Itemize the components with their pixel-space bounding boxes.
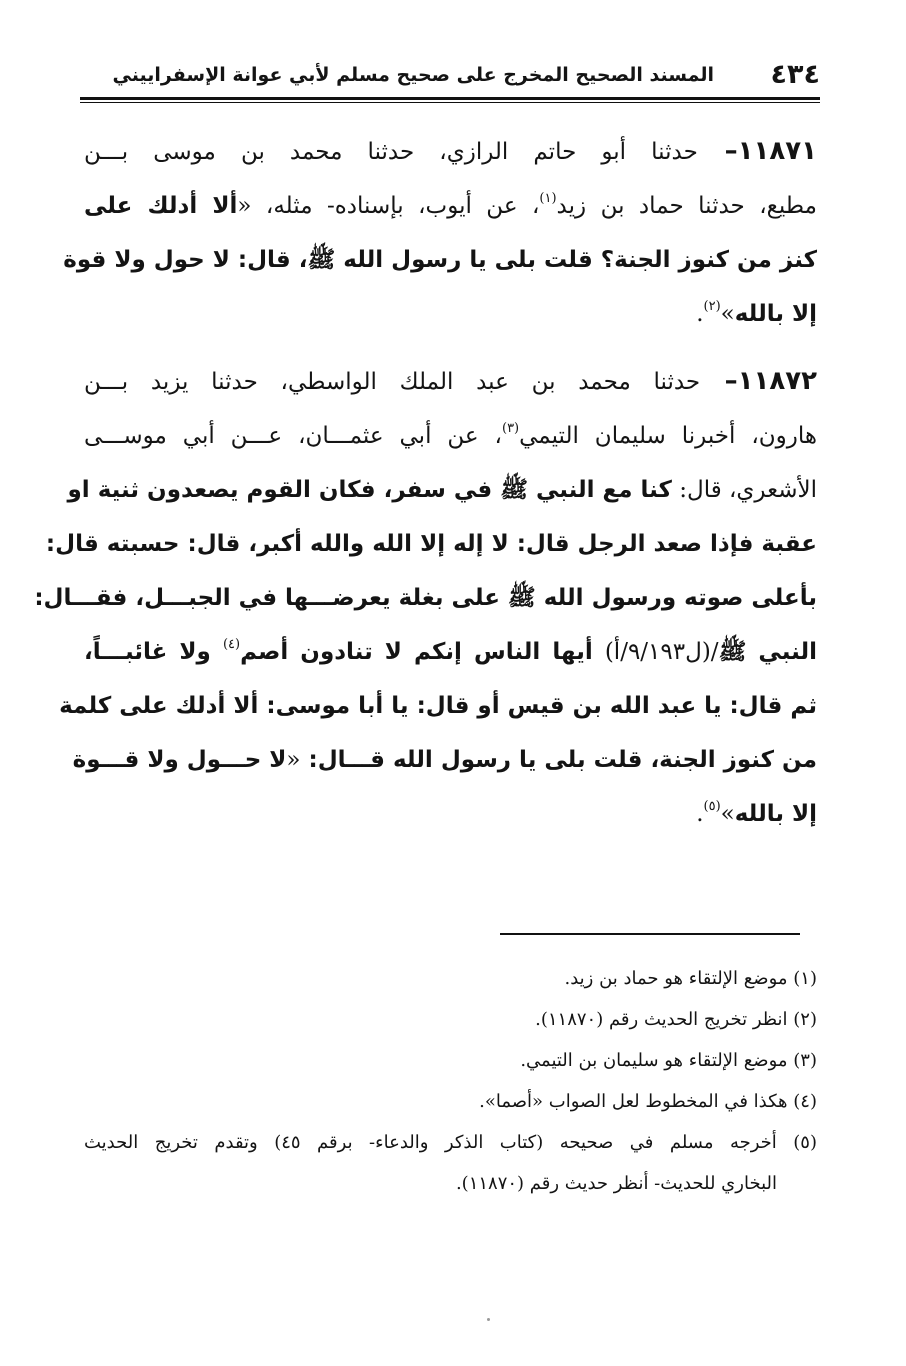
hadith-line [84, 787, 817, 841]
hadith-text: ، عن أيوب، بإسناده- مثله، « [237, 193, 540, 219]
hadith-line [67, 463, 817, 517]
hadith-matn: عقبة فإذا صعد الرجل قال: لا إله إلا الله والله أكبر، قال: حسبته قال: [45, 531, 817, 557]
manuscript-ref: /(ل٩/١٩٣/أ) [604, 639, 719, 665]
hadith-matn: ثم قال: يا عبد الله بن قيس أو قال: يا أبا موسى: ألا أدلك على كلمة [59, 693, 817, 719]
footnote-1 [84, 958, 817, 999]
hadith-line [84, 124, 817, 179]
header-rule [80, 97, 820, 103]
hadith-matn: كنز من كنوز الجنة؟ قلت بلى يا رسول الله ﷺ، قال: لا حول ولا قوة [63, 247, 817, 273]
hadith-line [34, 571, 817, 625]
footnote-label: (٢) [793, 1009, 817, 1030]
hadith-text: ، عن أبي عثمـــان، عـــن أبي موســـى [84, 423, 502, 449]
quote-mark: « [286, 747, 301, 773]
hadith-line [72, 733, 817, 787]
hadith-matn: ألا أدلك على [84, 193, 238, 219]
footnote-3 [84, 1040, 817, 1081]
footnote-4 [84, 1081, 817, 1122]
hadith-matn: ولا غائبـــاً، [84, 639, 223, 665]
hadith-11872 [34, 354, 818, 841]
quote-mark: » [720, 801, 735, 827]
footnote-separator [500, 933, 800, 935]
hadith-text: حدثنا أبو حاتم الرازي، حدثنا محمد بن موسى بـــن [84, 139, 698, 165]
footnote-line [84, 1122, 817, 1163]
hadith-text: مطيع، حدثنا حماد بن زيد [556, 193, 817, 219]
hadith-line [84, 179, 817, 233]
footnote-text: هكذا في المخطوط لعل الصواب «أصما». [479, 1091, 788, 1112]
footnote-label: (١) [793, 968, 817, 989]
page-number: ٤٣٤ [770, 59, 820, 90]
hadith-matn: إلا بالله [734, 301, 817, 327]
period: . [696, 801, 704, 827]
hadith-number: ١١٨٧٢ [737, 366, 817, 396]
hadith-matn: لا حـــول ولا قـــوة [72, 747, 287, 773]
footnote-ref[interactable]: (٣) [501, 421, 520, 436]
hadith-text: حدثنا محمد بن عبد الملك الواسطي، حدثنا يزيد بـــن [84, 369, 701, 395]
footnote-label: (٣) [793, 1050, 817, 1071]
hadith-matn: بأعلى صوته ورسول الله ﷺ على بغلة يعرضـــها في الجبـــل، فقـــال: [34, 585, 817, 611]
hadith-text: هارون، أخبرنا سليمان التيمي [519, 423, 818, 449]
hadith-line [59, 679, 817, 733]
footnote-5 [84, 1122, 817, 1204]
footnote-ref[interactable]: (٥) [703, 799, 721, 814]
footnote-text: موضع الإلتقاء هو حماد بن زيد. [564, 968, 788, 989]
hadith-text: الأشعري، قال: [671, 477, 817, 503]
hadith-matn: أيها الناس إنكم لا تنادون أصم [240, 639, 605, 665]
footnotes [84, 958, 817, 1204]
footnote-ref[interactable]: (٤) [222, 637, 241, 652]
period: . [696, 301, 704, 327]
hadith-line [84, 354, 817, 409]
hadith-matn: إلا بالله [734, 801, 817, 827]
hadith-line [45, 517, 817, 571]
hadith-11871 [63, 124, 817, 341]
hadith-matn: كنا مع النبي ﷺ في سفر، فكان القوم يصعدون ثنية او [67, 477, 672, 503]
footnote-ref[interactable]: (٢) [703, 299, 721, 314]
running-title: المسند الصحيح المخرج على صحيح مسلم لأبي عوانة الإسفراييني [112, 64, 714, 86]
hadith-line [84, 287, 817, 341]
footnote-text: موضع الإلتقاء هو سليمان بن التيمي. [520, 1050, 788, 1071]
footnote-text: أخرجه مسلم في صحيحه (كتاب الذكر والدعاء- برقم ٤٥) وتقدم تخريج الحديث [84, 1132, 777, 1153]
footnote-continuation: البخاري للحديث- أنظر حديث رقم (١١٨٧٠). [455, 1173, 777, 1194]
page-header [80, 56, 820, 96]
hadith-matn: من كنوز الجنة، قلت بلى يا رسول الله قـــال: [300, 747, 817, 773]
hadith-line [63, 233, 817, 287]
dash: – [700, 366, 738, 396]
footnote-text: انظر تخريج الحديث رقم (١١٨٧٠). [535, 1009, 788, 1030]
footnote-2 [84, 999, 817, 1040]
hadith-line [84, 625, 817, 679]
footnote-label: (٤) [793, 1091, 817, 1112]
hadith-line [84, 409, 817, 463]
footnote-ref[interactable]: (١) [539, 191, 557, 206]
quote-mark: » [720, 301, 735, 327]
hadith-matn: النبي ﷺ [718, 639, 818, 665]
scan-speck [487, 1318, 490, 1321]
dash: – [697, 136, 738, 166]
footnote-label: (٥) [793, 1132, 817, 1153]
hadith-number: ١١٨٧١ [737, 136, 817, 166]
